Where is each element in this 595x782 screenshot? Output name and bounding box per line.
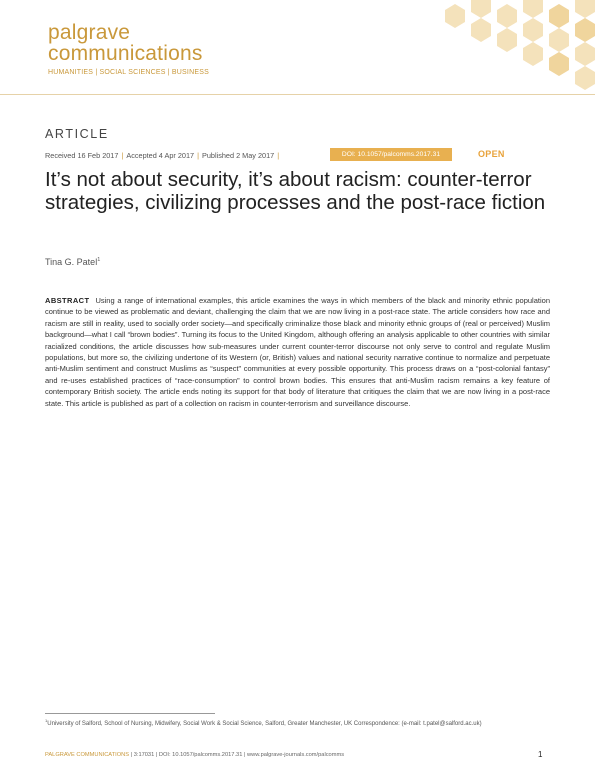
affiliation-footnote bbox=[45, 717, 550, 728]
journal-logo[interactable] bbox=[48, 22, 209, 76]
journal-subjects: HUMANITIES | SOCIAL SCIENCES | BUSINESS bbox=[48, 69, 209, 76]
date-separator: | bbox=[277, 151, 280, 160]
accepted-date: Accepted 4 Apr 2017 bbox=[126, 151, 195, 160]
received-date: Received 16 Feb 2017 bbox=[45, 151, 119, 160]
article-type: ARTICLE bbox=[45, 127, 109, 141]
published-date: Published 2 May 2017 bbox=[202, 151, 275, 160]
abstract-label: ABSTRACT bbox=[45, 296, 90, 305]
journal-name-line1: palgrave bbox=[48, 21, 131, 44]
citation-footer bbox=[45, 752, 344, 758]
abstract bbox=[45, 295, 550, 409]
journal-name-line2: communications bbox=[48, 42, 203, 65]
article-title: It’s not about security, it’s about racism: counter-terror strategies, civilizing processes and the post-race fiction bbox=[45, 168, 546, 214]
journal-header bbox=[0, 0, 595, 95]
open-access-badge: OPEN bbox=[478, 149, 505, 159]
date-separator: | bbox=[121, 151, 124, 160]
footnote-rule bbox=[45, 713, 215, 714]
author-name[interactable]: Tina G. Patel bbox=[45, 257, 98, 267]
author bbox=[45, 257, 100, 267]
footnote-text: University of Salford, School of Nursing, Midwifery, Social Work & Social Science, Salford, Greater Manchester, UK Correspondence: (e-mail: t.patel@salford.ac.uk) bbox=[47, 721, 482, 727]
footnote-mark: 1 bbox=[45, 718, 48, 723]
author-affiliation-mark[interactable]: 1 bbox=[97, 257, 101, 263]
publication-dates bbox=[45, 151, 282, 160]
abstract-text: Using a range of international examples, this article examines the ways in which members of the black and minority ethnic population continue to be viewed as problematic and deviant, challenging the claim that we are now living in a post-race state. The article considers how race and racism are still in reality, used to socially order society—and specifically criminalize those black and minority ethnic groups of (real or perceived) Muslim background—what I call “brown bodies”. Turning its focus to the United Kingdom, although offering an analysis applicable to other countries with similar racialized conditions, the article discusses how sub-measures under current counter-terror discourse not only serve to control and regulate Muslim populations, but more so, the civilizing undertone of its Western (or, British) values and national security narrative continue to normalize and perpetuate anti-Muslim sentiment and construct Muslims as “suspect” communities at every possible opportunity. This process draws on a “post-colonial fantasy” and re-uses established practices of “race-consumption” to control brown bodies. This ensures that anti-Muslim racism remains a key feature of contemporary British society. The article ends noting its support for that body of literature that critiques the claim that we are now living in a post-race state. This article is published as part of a collection on racism in counter-terrorism and surveillance discourse. bbox=[45, 296, 550, 408]
footer-citation[interactable]: | 3:17031 | DOI: 10.1057/palcomms.2017.31 | www.palgrave-journals.com/palcomms bbox=[129, 752, 345, 758]
doi-badge[interactable]: DOI: 10.1057/palcomms.2017.31 bbox=[330, 148, 452, 161]
hexagon-pattern-icon bbox=[425, 0, 595, 92]
header-rule bbox=[0, 94, 595, 95]
page-number: 1 bbox=[538, 750, 543, 759]
footer-journal: PALGRAVE COMMUNICATIONS bbox=[45, 752, 130, 758]
date-separator: | bbox=[197, 151, 199, 160]
